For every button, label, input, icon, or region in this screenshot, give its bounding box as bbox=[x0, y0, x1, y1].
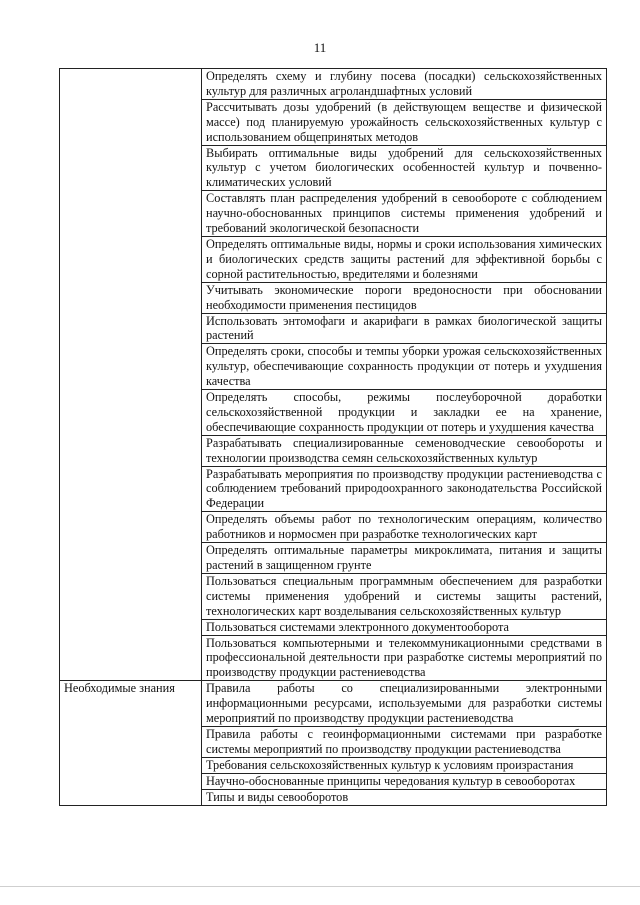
skill-item: Пользоваться компьютерными и телекоммуникационными средствами в профессиональной деятельности при разработке системы мероприятий по производству продукции растениеводства bbox=[202, 635, 607, 681]
skill-item: Пользоваться специальным программным обеспечением для разработки системы применения удобрений и системы защиты растений, технологических карт возделывания сельскохозяйственных культур bbox=[202, 573, 607, 619]
scan-edge-line bbox=[0, 886, 640, 887]
skill-item: Выбирать оптимальные виды удобрений для сельскохозяйственных культур с учетом биологических особенностей культур и почвенно-климатических условий bbox=[202, 145, 607, 191]
skill-item: Определять оптимальные виды, нормы и сроки использования химических и биологических средств защиты растений для эффективной борьбы с сорной растительностью, вредителями и болезнями bbox=[202, 236, 607, 282]
skill-item: Разрабатывать специализированные семеноводческие севообороты и технологии производства семян сельскохозяйственных культур bbox=[202, 435, 607, 466]
skill-item: Использовать энтомофаги и акарифаги в рамках биологической защиты растений bbox=[202, 313, 607, 344]
skill-row bbox=[60, 69, 607, 100]
skill-item: Составлять план распределения удобрений в севообороте с соблюдением научно-обоснованных принципов системы применения удобрений и требований экологической безопасности bbox=[202, 191, 607, 237]
skill-item: Определять объемы работ по технологическим операциям, количество работников и нормосмен при разработке технологических карт bbox=[202, 512, 607, 543]
skill-item: Разрабатывать мероприятия по производству продукции растениеводства с соблюдением требований природоохранного законодательства Российской Федерации bbox=[202, 466, 607, 512]
knowledge-item: Типы и виды севооборотов bbox=[202, 789, 607, 805]
knowledge-item: Требования сельскохозяйственных культур к условиям произрастания bbox=[202, 757, 607, 773]
requirements-table-body bbox=[60, 69, 607, 806]
page-number: 11 bbox=[313, 40, 327, 55]
skill-item: Определять сроки, способы и темпы уборки урожая сельскохозяйственных культур, обеспечивающие сохранность продукции от потерь и ухудшения качества bbox=[202, 344, 607, 390]
skills-label-cell bbox=[60, 69, 202, 681]
skill-item: Определять схему и глубину посева (посадки) сельскохозяйственных культур для различных агроландшафтных условий bbox=[202, 69, 607, 100]
knowledge-row bbox=[60, 681, 607, 727]
knowledge-label-cell: Необходимые знания bbox=[60, 681, 202, 805]
requirements-table bbox=[59, 68, 607, 806]
skill-item: Определять способы, режимы послеуборочной доработки сельскохозяйственной продукции и закладки ее на хранение, обеспечивающие сохранность продукции от потерь и ухудшения качества bbox=[202, 390, 607, 436]
knowledge-item: Научно-обоснованные принципы чередования культур в севооборотах bbox=[202, 773, 607, 789]
knowledge-item: Правила работы с геоинформационными системами при разработке системы мероприятий по производству продукции растениеводства bbox=[202, 726, 607, 757]
skill-item: Учитывать экономические пороги вредоносности при обосновании необходимости применения пестицидов bbox=[202, 282, 607, 313]
skill-item: Пользоваться системами электронного документооборота bbox=[202, 619, 607, 635]
skill-item: Рассчитывать дозы удобрений (в действующем веществе и физической массе) под планируемую урожайность сельскохозяйственных культур с использованием общепринятых методов bbox=[202, 99, 607, 145]
knowledge-item: Правила работы со специализированными электронными информационными ресурсами, используемыми для разработки системы мероприятий по производству продукции растениеводства bbox=[202, 681, 607, 727]
skill-item: Определять оптимальные параметры микроклимата, питания и защиты растений в защищенном грунте bbox=[202, 543, 607, 574]
